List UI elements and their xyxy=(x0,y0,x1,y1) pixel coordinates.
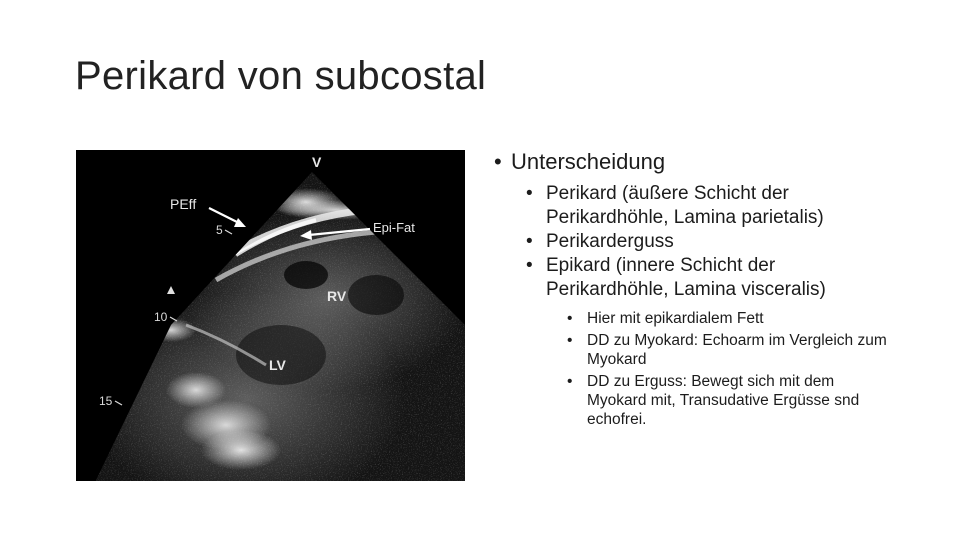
bullet-subitem: • DD zu Myokard: Echoarm im Vergleich zum Myokard xyxy=(567,331,894,369)
bullet-list-level3 xyxy=(511,309,894,429)
bullet-list-level2 xyxy=(511,182,894,302)
bullet-item: • Perikard (äußere Schicht der Perikardhöhle, Lamina parietalis) xyxy=(526,182,894,230)
echocardiogram-image xyxy=(76,150,465,481)
bullet-subitem: • DD zu Erguss: Bewegt sich mit dem Myokard mit, Transudative Ergüsse snd echofrei. xyxy=(567,372,894,429)
echocardiogram-svg xyxy=(76,150,465,481)
bullet-subitem: • Hier mit epikardialem Fett xyxy=(567,309,894,328)
slide-title: Perikard von subcostal xyxy=(75,54,487,98)
probe-marker-label: V xyxy=(312,154,322,170)
label-peff: PEff xyxy=(170,196,197,212)
label-rv: RV xyxy=(327,288,347,304)
bullet-item: • Perikarderguss xyxy=(526,230,894,254)
bullet-heading xyxy=(494,148,894,429)
bullet-list-level1 xyxy=(494,148,894,429)
depth-tick-15: 15 xyxy=(99,394,113,408)
depth-tick-10: 10 xyxy=(154,310,168,324)
label-epi-fat: Epi-Fat xyxy=(373,220,415,235)
depth-tick-5: 5 xyxy=(216,223,223,237)
label-lv: LV xyxy=(269,357,286,373)
bullet-content xyxy=(494,148,894,432)
bullet-heading-text: Unterscheidung xyxy=(511,149,666,174)
bullet-item: • Epikard (innere Schicht der Perikardhöhle, Lamina visceralis) xyxy=(526,254,894,302)
